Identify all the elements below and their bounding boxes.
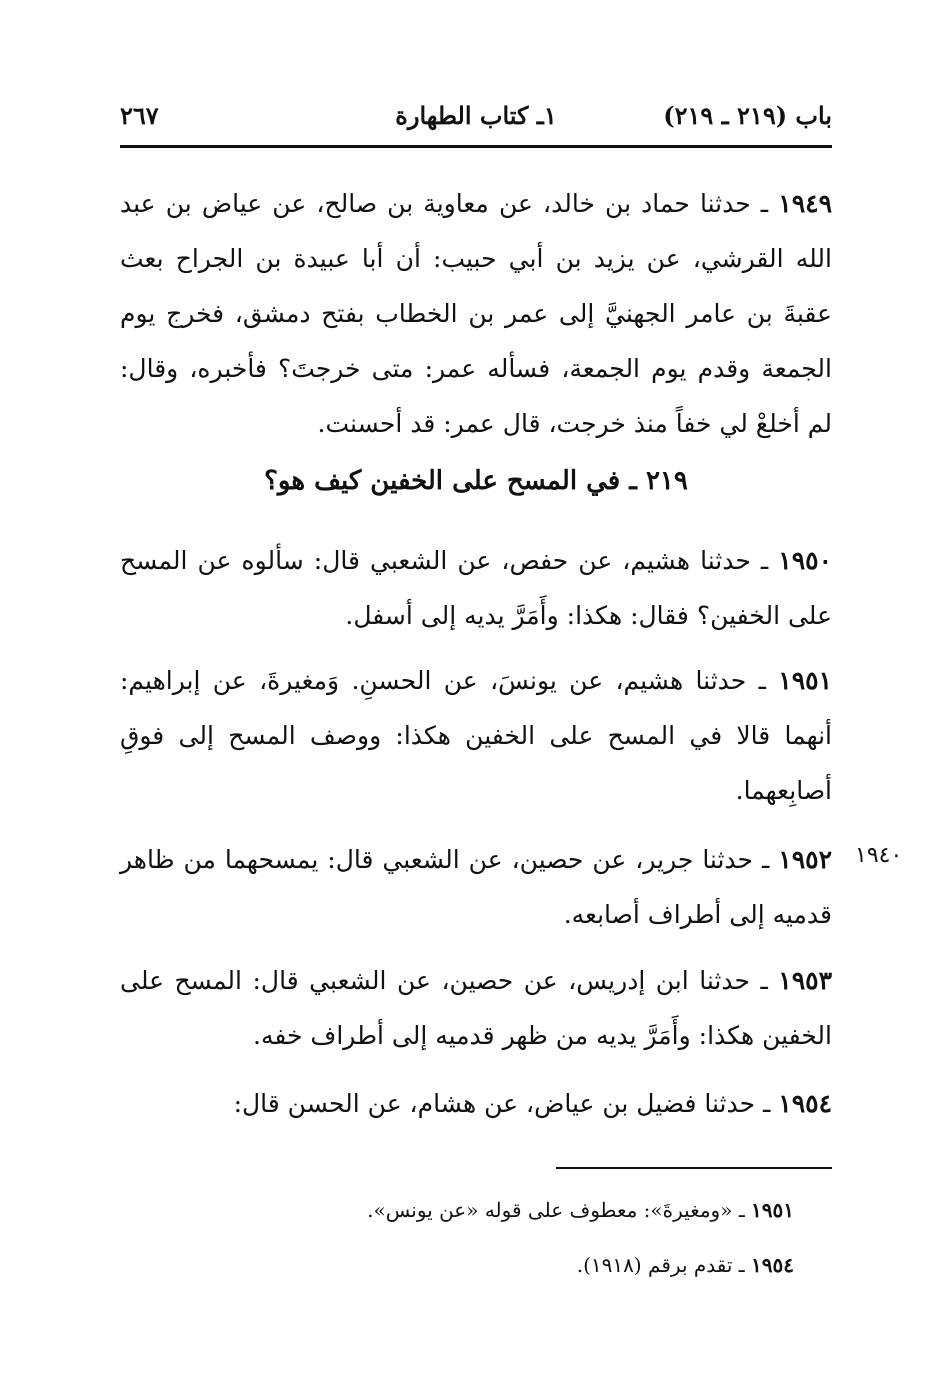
hadith-number: ١٩٤٩ (778, 189, 832, 218)
footnote-text: ـ «ومغيرةَ»: معطوف على قوله «عن يونس». (367, 1198, 752, 1222)
hadith-text: ـ حدثنا هشيم، عن حفص، عن الشعبي قال: سألوه عن المسح على الخفين؟ فقال: هكذا: وأَمَرَّ يديه إلى أسفل. (120, 546, 832, 630)
footnote-1951 (120, 1190, 794, 1230)
hadith-1951 (120, 653, 832, 818)
hadith-number: ١٩٥٣ (778, 966, 832, 995)
footnote-number: ١٩٥٤ (751, 1253, 794, 1277)
running-header (120, 95, 832, 139)
footnote-number: ١٩٥١ (751, 1198, 794, 1222)
hadith-text: ـ حدثنا حماد بن خالد، عن معاوية بن صالح، عن عياض بن عبد الله القرشي، عن يزيد بن أبي حبيب: أن أبا عبيدة بن الجراح بعث عقبةَ بن عامر الجهنيَّ إلى عمر بن الخطاب بفتح دمشق، فخرج يوم الجمعة وقدم يوم الجمعة، فسأله عمر: متى خرجتَ؟ فأخبره، وقال: لم أخلعْ لي خفاً منذ خرجت، قال عمر: قد أحسنت. (120, 189, 832, 438)
section-title: ٢١٩ ـ في المسح على الخفين كيف هو؟ (264, 466, 688, 496)
hadith-1952 (120, 832, 832, 942)
book-title: ١ـ كتاب الطهارة (395, 101, 557, 130)
chapter-range: باب (٢١٩ ـ ٢١٩) (663, 101, 832, 130)
hadith-text: ـ حدثنا جرير، عن حصين، عن الشعبي قال: يمسحهما من ظاهر قدميه إلى أطراف أصابعه. (120, 845, 832, 929)
hadith-number: ١٩٥٤ (778, 1089, 832, 1118)
page-number: ٢٦٧ (120, 101, 159, 130)
hadith-number: ١٩٥٢ (778, 845, 832, 874)
hadith-text: ـ حدثنا ابن إدريس، عن حصين، عن الشعبي قال: المسح على الخفين هكذا: وأَمَرَّ يديه من ظهر قدميه إلى أطراف خفه. (120, 966, 832, 1050)
margin-number: ١٩٤٠ (855, 843, 903, 868)
hadith-text: ـ حدثنا هشيم، عن يونسَ، عن الحسنِ. وَمغيرةَ، عن إبراهيم: أنهما قالا في المسح على الخفين هكذا: ووصف المسح إلى فوقِ أصابِعهما. (120, 666, 832, 805)
hadith-number: ١٩٥١ (778, 666, 832, 695)
hadith-number: ١٩٥٠ (778, 546, 832, 575)
footnote-rule (556, 1167, 832, 1169)
hadith-1953 (120, 953, 832, 1063)
footnote-1954 (120, 1245, 794, 1285)
header-rule (120, 145, 832, 148)
hadith-text: ـ حدثنا فضيل بن عياض، عن هشام، عن الحسن قال: (233, 1089, 779, 1118)
hadith-1950 (120, 533, 832, 643)
footnote-text: ـ تقدم برقم (١٩١٨). (576, 1253, 752, 1277)
hadith-1949 (120, 176, 832, 451)
hadith-1954 (120, 1076, 832, 1131)
